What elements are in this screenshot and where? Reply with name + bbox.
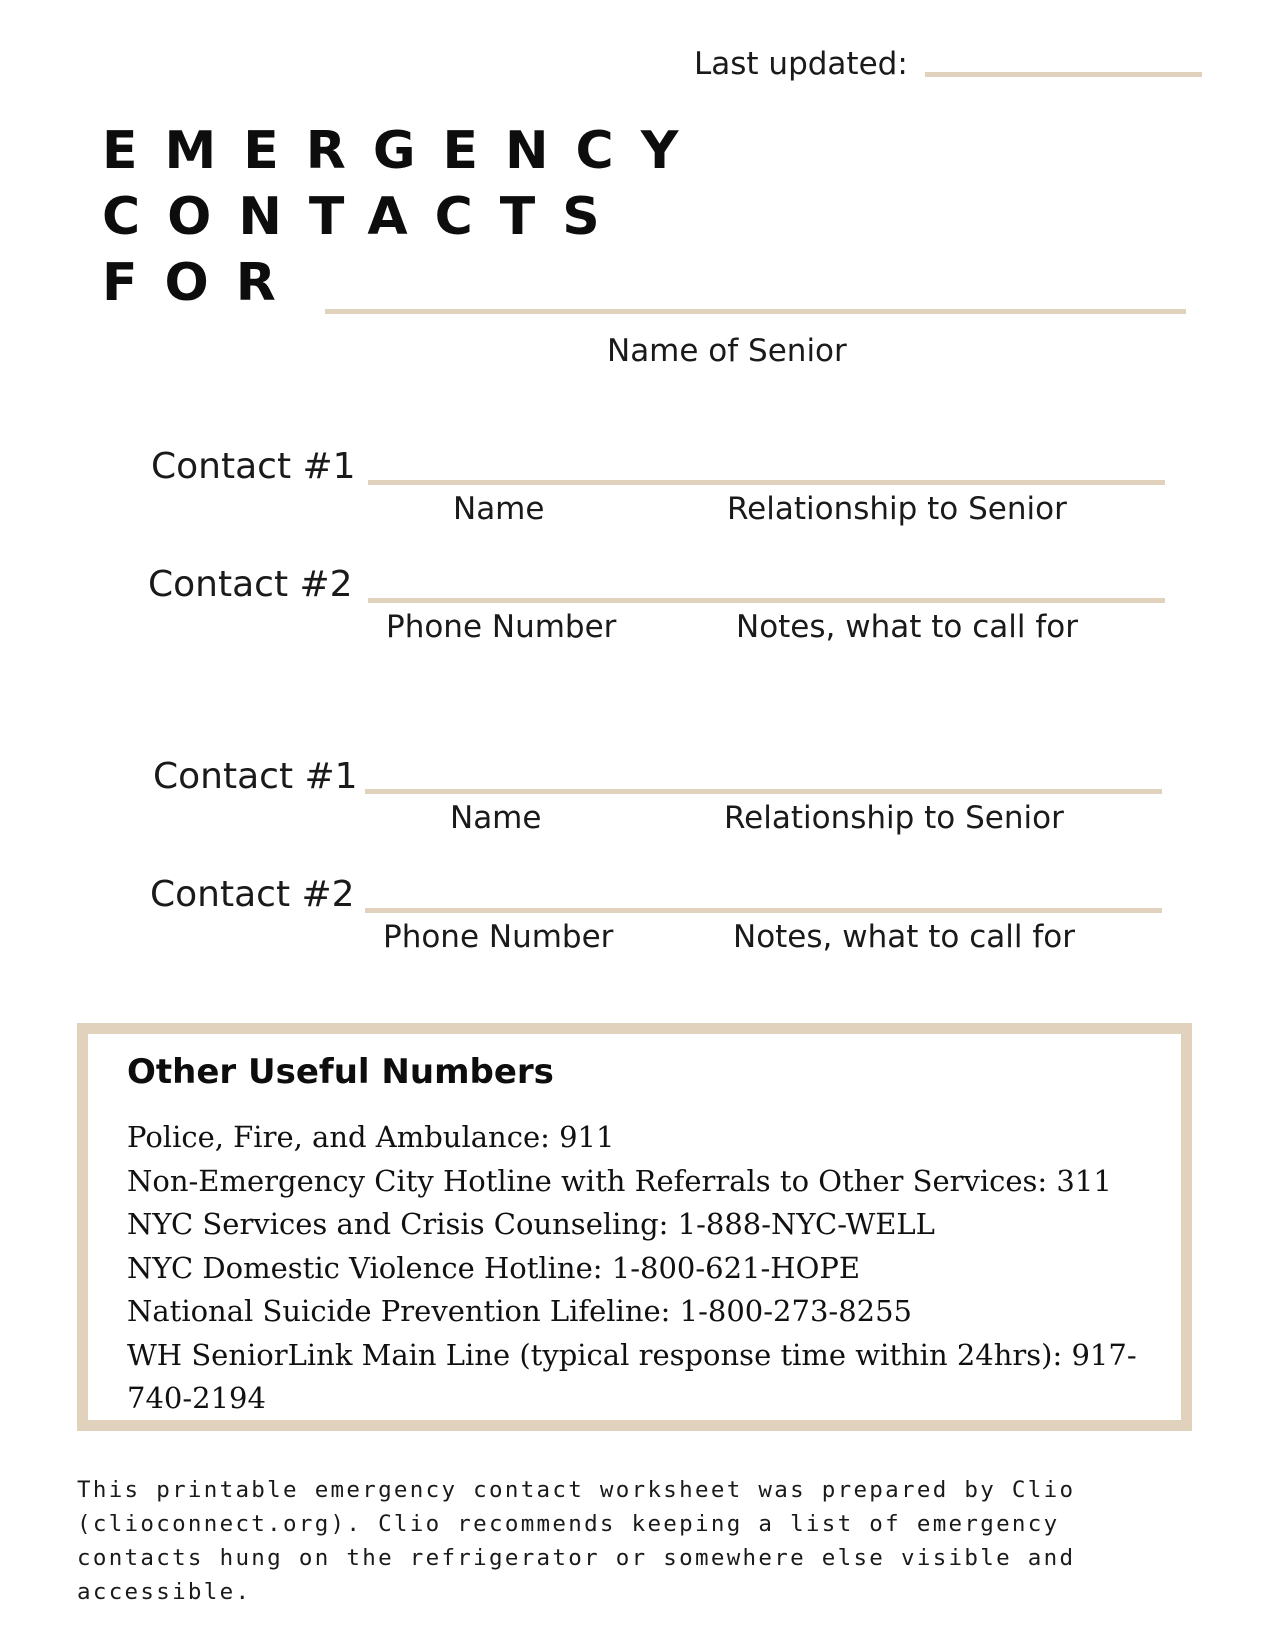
contact-1-label: Contact #1 — [153, 756, 358, 797]
contact-1-field-line[interactable] — [365, 789, 1162, 794]
name-caption: Name — [450, 800, 542, 836]
useful-numbers-title: Other Useful Numbers — [127, 1052, 554, 1092]
title-line-3: FOR — [102, 253, 303, 313]
contact-2-field-line[interactable] — [368, 598, 1165, 603]
contact-1-label: Contact #1 — [151, 446, 356, 487]
notes-caption: Notes, what to call for — [733, 919, 1075, 955]
contact-1-field-line[interactable] — [368, 480, 1165, 485]
useful-number-line: NYC Services and Crisis Counseling: 1-888-NYC-WELL — [127, 1207, 935, 1241]
useful-number-line: Non-Emergency City Hotline with Referrals to Other Services: 311 — [127, 1163, 1112, 1198]
last-updated-field-line[interactable] — [925, 72, 1202, 77]
useful-numbers-list — [127, 1116, 1167, 1421]
contact-2-label: Contact #2 — [148, 564, 353, 605]
contact-2-label: Contact #2 — [150, 874, 355, 915]
useful-numbers-box — [77, 1023, 1192, 1431]
relationship-caption: Relationship to Senior — [727, 491, 1067, 527]
useful-number-line: WH SeniorLink Main Line (typical response time within 24hrs): 917-740-2194 — [127, 1337, 1137, 1415]
footer-note: This printable emergency contact worksheet was prepared by Clio (clioconnect.org). Clio recommends keeping a list of emergency contacts hung on the refrigerator or somewhere else visible and accessible. — [77, 1477, 1076, 1605]
senior-name-field-line[interactable] — [325, 309, 1186, 314]
relationship-caption: Relationship to Senior — [724, 800, 1064, 836]
useful-number-line: National Suicide Prevention Lifeline: 1-800-273-8255 — [127, 1294, 912, 1328]
senior-name-caption: Name of Senior — [607, 333, 847, 369]
useful-number-line: Police, Fire, and Ambulance: 911 — [127, 1120, 615, 1154]
useful-number-line: NYC Domestic Violence Hotline: 1-800-621-HOPE — [127, 1250, 861, 1285]
notes-caption: Notes, what to call for — [736, 609, 1078, 645]
last-updated-label: Last updated: — [694, 46, 908, 82]
title-line-1: EMERGENCY — [102, 121, 706, 181]
title-line-2: CONTACTS — [102, 187, 627, 247]
phone-caption: Phone Number — [386, 609, 617, 645]
page-title — [102, 118, 705, 316]
phone-caption: Phone Number — [383, 919, 614, 955]
name-caption: Name — [453, 491, 545, 527]
contact-2-field-line[interactable] — [365, 908, 1162, 913]
